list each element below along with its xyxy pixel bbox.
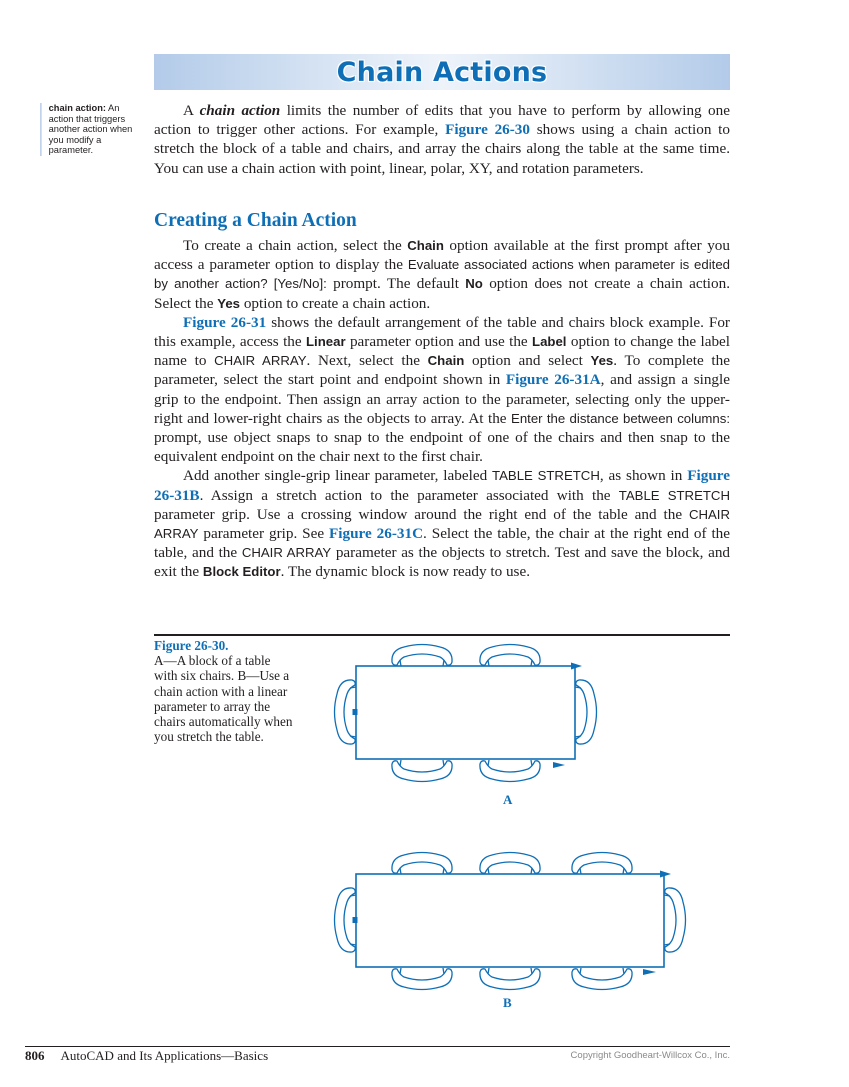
panel-b-label: B xyxy=(503,995,512,1010)
text: prompt. The default xyxy=(326,275,466,293)
linear-grip-arrow-icon xyxy=(553,762,565,768)
table xyxy=(356,874,664,967)
chair xyxy=(480,968,540,990)
text: shows using a chain action to stretch the block of a table and chairs, and array the chairs along the table at the same time. You can use a chain action with point, linear, polar, XY, and rotation parameters. xyxy=(154,121,730,177)
parameter-name: TABLE STRETCH xyxy=(492,468,600,484)
chair xyxy=(480,760,540,782)
text: option and select xyxy=(464,352,591,370)
linear-grip-arrow-icon xyxy=(643,969,656,975)
footer-rule xyxy=(25,1046,730,1047)
text: To create a chain action, select the xyxy=(183,237,408,254)
text: parameter as the objects to stretch. Test and save the block, and exit the xyxy=(154,544,731,581)
key-term: chain action xyxy=(199,102,281,119)
book-title: AutoCAD and Its Applications—Basics xyxy=(60,1048,269,1063)
parameter-name: CHAIR ARRAY xyxy=(154,506,730,542)
figure-reference-link[interactable]: Figure 26-31B xyxy=(154,467,730,504)
option-label: Label xyxy=(532,334,567,350)
chair xyxy=(664,888,686,952)
text: A xyxy=(183,102,200,119)
text: . Select the table, the chair at the right end of the table, and the xyxy=(154,525,730,562)
base-point-grip-icon xyxy=(353,709,358,715)
text: . The dynamic block is now ready to use. xyxy=(280,563,531,581)
option-chain: Chain xyxy=(407,238,444,253)
command-prompt: Enter the distance between columns: xyxy=(511,410,730,426)
copyright-notice: Copyright Goodheart-Willcox Co., Inc. xyxy=(570,1050,730,1061)
text: . Assign a stretch action to the parameter associated with the xyxy=(199,486,619,504)
chair xyxy=(572,968,632,990)
figure-panel-b xyxy=(335,853,686,990)
margin-note-definition: An action that triggers another action when you modify a parameter. xyxy=(48,103,133,156)
text: parameter grip. See xyxy=(198,525,329,543)
figure-reference-link[interactable]: Figure 26-31C xyxy=(328,525,424,543)
command-prompt: Evaluate associated actions when parameter is edited by another action? [Yes/No]: xyxy=(154,257,730,292)
option-chain: Chain xyxy=(427,353,465,369)
text: , and assign a single grip to the endpoint. Then assign an array action to the parameter, selecting only the upper-right and lower-right chairs as the objects to array. At the xyxy=(154,371,730,427)
text: option available at the first prompt after you access a parameter option to display the xyxy=(154,237,730,274)
option-yes: Yes xyxy=(590,353,614,369)
text: option does not create a chain action. Select the xyxy=(154,275,731,312)
page-title: Chain Actions xyxy=(336,56,548,88)
chair xyxy=(480,853,540,875)
chair xyxy=(572,853,632,875)
text: limits the number of edits that you have to perform by allowing one action to trigger other actions. For example, xyxy=(154,102,730,139)
chair xyxy=(392,760,452,782)
base-point-grip-icon xyxy=(353,917,358,923)
chair xyxy=(480,645,540,667)
text: parameter grip. Use a crossing window around the right end of the table and the xyxy=(154,505,689,523)
parameter-name: CHAIR ARRAY xyxy=(241,545,332,561)
text: option to change the label name to xyxy=(154,333,731,370)
page-number: 806 xyxy=(25,1048,45,1063)
option-linear: Linear xyxy=(306,334,346,350)
table xyxy=(356,666,575,759)
figure-reference-link[interactable]: Figure 26-31 xyxy=(183,313,267,331)
text: , as shown in xyxy=(599,467,688,485)
figure-panel-a xyxy=(335,645,597,782)
parameter-name: TABLE STRETCH xyxy=(618,487,730,503)
section-heading: Creating a Chain Action xyxy=(154,210,357,231)
text: . To complete the parameter, select the start point and endpoint shown in xyxy=(154,352,730,389)
linear-grip-arrow-icon xyxy=(571,663,582,670)
chair xyxy=(392,645,452,667)
margin-note-term: chain action: xyxy=(48,103,106,113)
figure-reference-link[interactable]: Figure 26-31A xyxy=(505,371,601,389)
text: . Next, select the xyxy=(306,352,428,370)
block-editor-term: Block Editor xyxy=(202,564,281,580)
panel-a-label: A xyxy=(503,792,513,807)
chair xyxy=(392,853,452,875)
chair xyxy=(575,680,597,744)
text: Add another single-grip linear parameter, labeled xyxy=(183,467,493,485)
linear-grip-arrow-icon xyxy=(660,871,671,878)
text: prompt, use object snaps to snap to the endpoint of one of the chairs and then snap to the equivalent endpoint on the chair next to the first chair. xyxy=(154,429,730,466)
text: shows the default arrangement of the table and chairs block example. For this example, access the xyxy=(154,313,730,351)
figure-number: Figure 26-30. xyxy=(154,638,229,653)
figure-reference-link[interactable]: Figure 26-30 xyxy=(445,121,530,139)
figure-caption-text: A—A block of a table with six chairs. B—Use a chain action with a linear parameter to array the chairs automatically when you stretch the table. xyxy=(154,653,293,745)
option-yes: Yes xyxy=(217,295,241,311)
text: option to create a chain action. xyxy=(240,294,431,312)
option-no: No xyxy=(465,276,483,292)
text: parameter option and use the xyxy=(345,333,533,351)
chair xyxy=(392,968,452,990)
parameter-name: CHAIR ARRAY xyxy=(214,353,307,369)
footer-left xyxy=(25,1048,268,1064)
